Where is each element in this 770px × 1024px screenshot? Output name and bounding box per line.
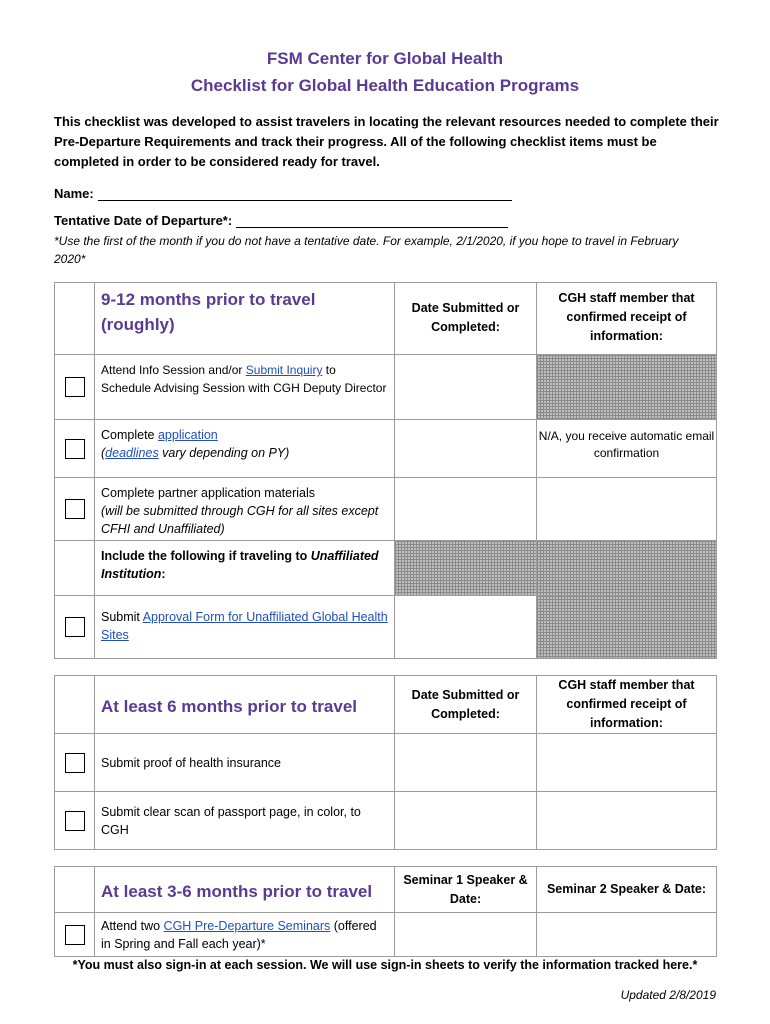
table-row [55, 420, 717, 478]
checkbox[interactable] [65, 377, 85, 397]
table-row [55, 913, 717, 957]
checklist-item: Complete partner application materials (will be submitted through CGH for all sites except CFHI and Unaffiliated) [95, 478, 395, 541]
section1-header-row [55, 283, 717, 355]
submit-inquiry-link[interactable]: Submit Inquiry [245, 363, 323, 377]
checkbox[interactable] [65, 811, 85, 831]
departure-field[interactable] [54, 213, 508, 228]
table-row [55, 792, 717, 850]
sign-in-footnote: *You must also sign-in at each session. We will use sign-in sheets to verify the information tracked here.* [72, 958, 698, 972]
staff-cell[interactable] [537, 478, 717, 541]
staff-cell[interactable] [537, 734, 717, 792]
date-cell[interactable] [395, 792, 537, 850]
shaded-cell [537, 541, 717, 596]
seminar2-header: Seminar 2 Speaker & Date: [537, 867, 717, 913]
checklist-item: Submit proof of health insurance [95, 734, 395, 792]
auto-confirmation-note: N/A, you receive automatic email confirmation [537, 420, 717, 478]
seminar2-cell[interactable] [537, 913, 717, 957]
date-cell[interactable] [395, 478, 537, 541]
date-cell[interactable] [395, 734, 537, 792]
section2-staff-header: CGH staff member that confirmed receipt of information: [537, 676, 717, 734]
checkbox[interactable] [65, 499, 85, 519]
checklist-item: Submit Approval Form for Unaffiliated Global Health Sites [95, 596, 395, 659]
table-row [55, 478, 717, 541]
departure-input-line[interactable] [236, 214, 508, 228]
section2-header-row [55, 676, 717, 734]
name-field[interactable] [54, 186, 512, 201]
section1-title: 9-12 months prior to travel (roughly) [95, 283, 395, 355]
name-input-line[interactable] [98, 187, 512, 201]
seminar1-header: Seminar 1 Speaker & Date: [395, 867, 537, 913]
unaffiliated-instruction: Include the following if traveling to Unaffiliated Institution: [95, 541, 395, 596]
updated-date: Updated 2/8/2019 [620, 988, 716, 1002]
section1-corner [55, 283, 95, 355]
section3-title: At least 3-6 months prior to travel [95, 867, 395, 913]
departure-note: *Use the first of the month if you do not have a tentative date. For example, 2/1/2020, if you hope to travel in February 2020* [54, 234, 679, 266]
document-subtitle: Checklist for Global Health Education Programs [190, 76, 580, 95]
checkbox[interactable] [65, 753, 85, 773]
date-cell[interactable] [395, 420, 537, 478]
section2-date-header: Date Submitted or Completed: [395, 676, 537, 734]
application-link[interactable]: application [157, 428, 218, 442]
date-cell[interactable] [395, 355, 537, 420]
checkbox[interactable] [65, 925, 85, 945]
checklist-item: Attend two CGH Pre-Departure Seminars (offered in Spring and Fall each year)* [95, 913, 395, 957]
document-title: FSM Center for Global Health [266, 49, 504, 68]
departure-label: Tentative Date of Departure*: [54, 213, 233, 228]
shaded-cell [395, 541, 537, 596]
checklist-item: Complete application (deadlines vary depending on PY) [95, 420, 395, 478]
section1-table [54, 282, 717, 659]
section2-table [54, 675, 717, 850]
checkbox[interactable] [65, 617, 85, 637]
checklist-item: Submit clear scan of passport page, in color, to CGH [95, 792, 395, 850]
intro-paragraph: This checklist was developed to assist travelers in locating the relevant resources needed to complete their Pre-Departure Requirements and track their progress. All of the following checklist items must be completed in order to be considered ready for travel. [54, 114, 719, 169]
staff-cell[interactable] [537, 792, 717, 850]
table-row [55, 734, 717, 792]
section2-title: At least 6 months prior to travel [95, 676, 395, 734]
table-row [55, 541, 717, 596]
seminars-link[interactable]: CGH Pre-Departure Seminars [163, 919, 331, 933]
section1-date-header: Date Submitted or Completed: [395, 283, 537, 355]
shaded-cell [537, 355, 717, 420]
date-cell[interactable] [395, 596, 537, 659]
table-row [55, 596, 717, 659]
deadlines-link[interactable]: deadlines [105, 446, 159, 460]
section1-staff-header: CGH staff member that confirmed receipt of information: [537, 283, 717, 355]
checklist-item: Attend Info Session and/or Submit Inquiry to Schedule Advising Session with CGH Deputy Director [95, 355, 395, 420]
approval-form-link[interactable]: Approval Form for Unaffiliated Global Health Sites [101, 610, 388, 642]
shaded-cell [537, 596, 717, 659]
section3-header-row [55, 867, 717, 913]
table-row [55, 355, 717, 420]
section3-table [54, 866, 717, 957]
checkbox[interactable] [65, 439, 85, 459]
seminar1-cell[interactable] [395, 913, 537, 957]
name-label: Name: [54, 186, 94, 201]
